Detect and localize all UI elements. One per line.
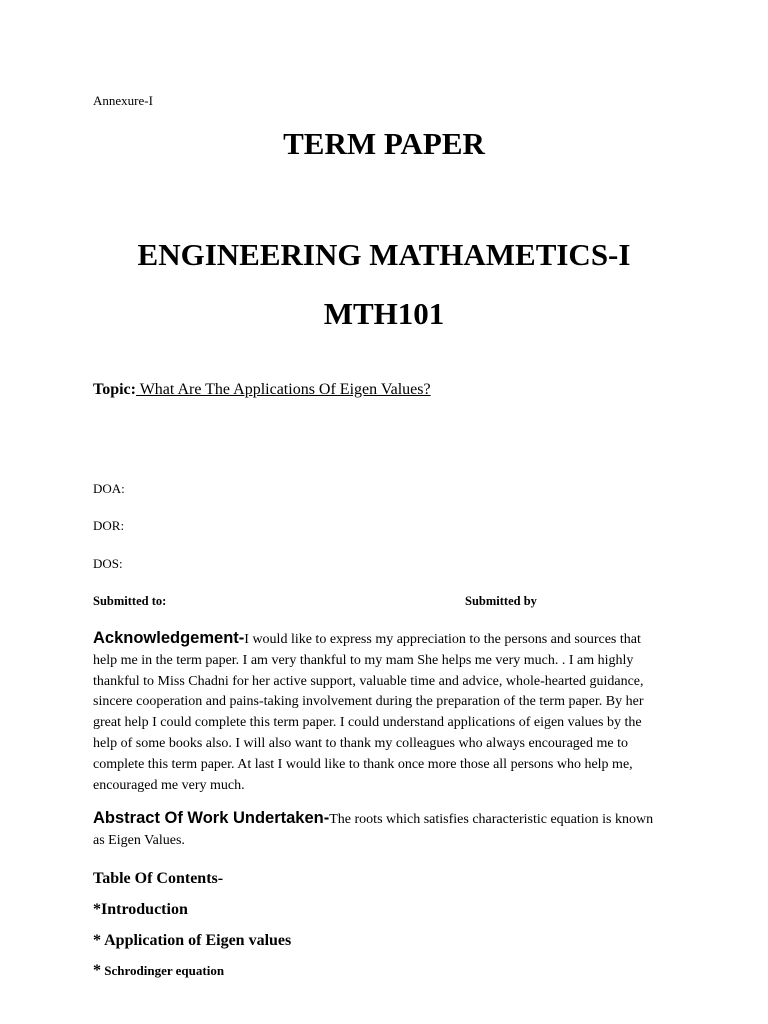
dor-label: DOR: [93, 518, 125, 533]
acknowledgement-section [93, 628, 663, 796]
course-code: MTH101 [323, 296, 445, 331]
abstract-text: The roots which satisfies characteristic equation is known as Eigen Values. [93, 812, 654, 848]
toc-item: * Application of Eigen values [93, 932, 292, 949]
toc-heading: Table Of Contents- [93, 870, 224, 887]
submitted-by-label: Submitted by [465, 594, 537, 608]
submitted-to-label: Submitted to: [93, 594, 167, 608]
toc-bullet: * [93, 962, 101, 979]
toc-item: *Introduction [93, 901, 188, 918]
toc-item [93, 962, 224, 980]
annexure-label: Annexure-I [93, 93, 153, 108]
doa-label: DOA: [93, 481, 125, 496]
acknowledgement-heading: Acknowledgement- [93, 629, 245, 647]
dos-label: DOS: [93, 556, 123, 571]
abstract-heading: Abstract Of Work Undertaken- [93, 809, 330, 827]
subject-title: ENGINEERING MATHAMETICS-I [137, 237, 631, 272]
document-title: TERM PAPER [283, 126, 485, 161]
abstract-section [93, 808, 663, 851]
topic-label: Topic: [93, 381, 136, 398]
acknowledgement-text: I would like to express my appreciation to the persons and sources that help me in the term paper. I am very thankful to my mam She helps me very much. . I am highly thankful to Miss Chadni for her active support, valuable time and advice, whole-hearted guidance, sincere cooperation and pains-taking involvement during the preparation of the term paper. By her great help I could complete this term paper. I could understand applications of eigen values by the help of some books also. I will also want to thank my colleagues who always encouraged me to complete this term paper. At last I would like to thank once more those all persons who help me, encouraged me very much. [93, 632, 644, 793]
toc-item-text: Schrodinger equation [101, 963, 225, 978]
topic-value: What Are The Applications Of Eigen Values? [135, 381, 431, 398]
topic-line [93, 381, 431, 399]
